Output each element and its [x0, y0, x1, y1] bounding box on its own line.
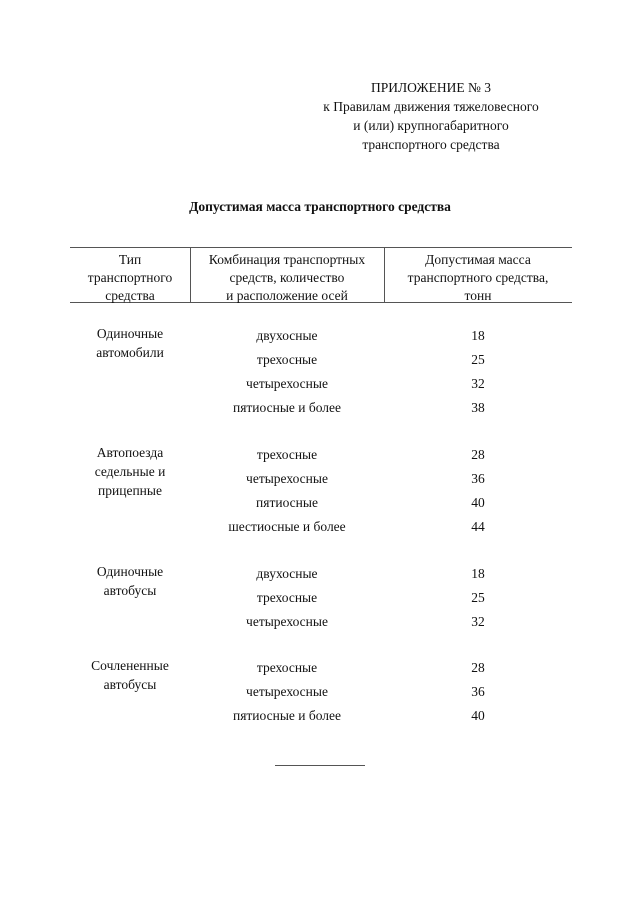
permitted-mass: 32 [471, 376, 485, 391]
appendix-header [306, 78, 556, 154]
axle-config: трехосные [256, 590, 318, 605]
table-row [70, 562, 572, 586]
vehicle-type-label: Сочлененные автобусы [91, 658, 169, 692]
permitted-mass: 36 [471, 684, 485, 699]
header-vehicle-type: Тип транспортного средства [87, 252, 173, 303]
permitted-mass: 25 [471, 590, 485, 605]
vehicle-type-label: Одиночные автомобили [96, 326, 164, 360]
table-row [70, 680, 572, 704]
permitted-mass: 44 [471, 519, 485, 534]
axle-config: пятиосные и более [232, 400, 342, 415]
appendix-reference-line-3: транспортного средства [362, 137, 500, 152]
appendix-reference-line-2: и (или) крупногабаритного [353, 118, 509, 133]
axle-config: шестиосные и более [228, 519, 346, 534]
table-row [70, 348, 572, 372]
axle-config: трехосные [256, 352, 318, 367]
permitted-mass: 32 [471, 614, 485, 629]
axle-config: трехосные [256, 447, 318, 462]
table-row [70, 324, 572, 348]
permitted-mass: 38 [471, 400, 485, 415]
end-of-document-rule [275, 765, 365, 766]
permitted-mass: 40 [471, 708, 485, 723]
axle-config: пятиосные и более [232, 708, 342, 723]
table-row [70, 443, 572, 467]
table-row [70, 491, 572, 515]
table-row [70, 515, 572, 539]
table-row [70, 467, 572, 491]
axle-config: четырехосные [246, 614, 328, 629]
vehicle-type-label: Автопоезда седельные и прицепные [94, 445, 166, 498]
axle-config: четырехосные [246, 376, 328, 391]
axle-config: двухосные [256, 566, 318, 581]
table-row [70, 396, 572, 420]
permitted-mass: 40 [471, 495, 485, 510]
permitted-mass: 28 [471, 447, 485, 462]
axle-config: двухосные [256, 328, 318, 343]
axle-config: трехосные [256, 660, 318, 675]
appendix-reference-line-1: к Правилам движения тяжеловесного [323, 99, 539, 114]
axle-config: пятиосные [256, 495, 318, 510]
table-row [70, 704, 572, 728]
permitted-mass: 28 [471, 660, 485, 675]
header-axle-combination: Комбинация транспортных средств, количество и расположение осей [208, 252, 366, 303]
table-top-border [70, 247, 572, 248]
appendix-number: ПРИЛОЖЕНИЕ № 3 [370, 80, 492, 95]
axle-config: четырехосные [246, 471, 328, 486]
permitted-mass: 25 [471, 352, 485, 367]
table-row [70, 610, 572, 634]
table-row [70, 586, 572, 610]
permitted-mass: 18 [471, 566, 485, 581]
permitted-mass: 36 [471, 471, 485, 486]
table-row [70, 372, 572, 396]
table-row [70, 656, 572, 680]
permitted-mass: 18 [471, 328, 485, 343]
axle-config: четырехосные [246, 684, 328, 699]
vehicle-type-label: Одиночные автобусы [96, 564, 164, 598]
document-title: Допустимая масса транспортного средства [189, 199, 451, 214]
header-permitted-mass: Допустимая масса транспортного средства, тонн [407, 252, 549, 303]
